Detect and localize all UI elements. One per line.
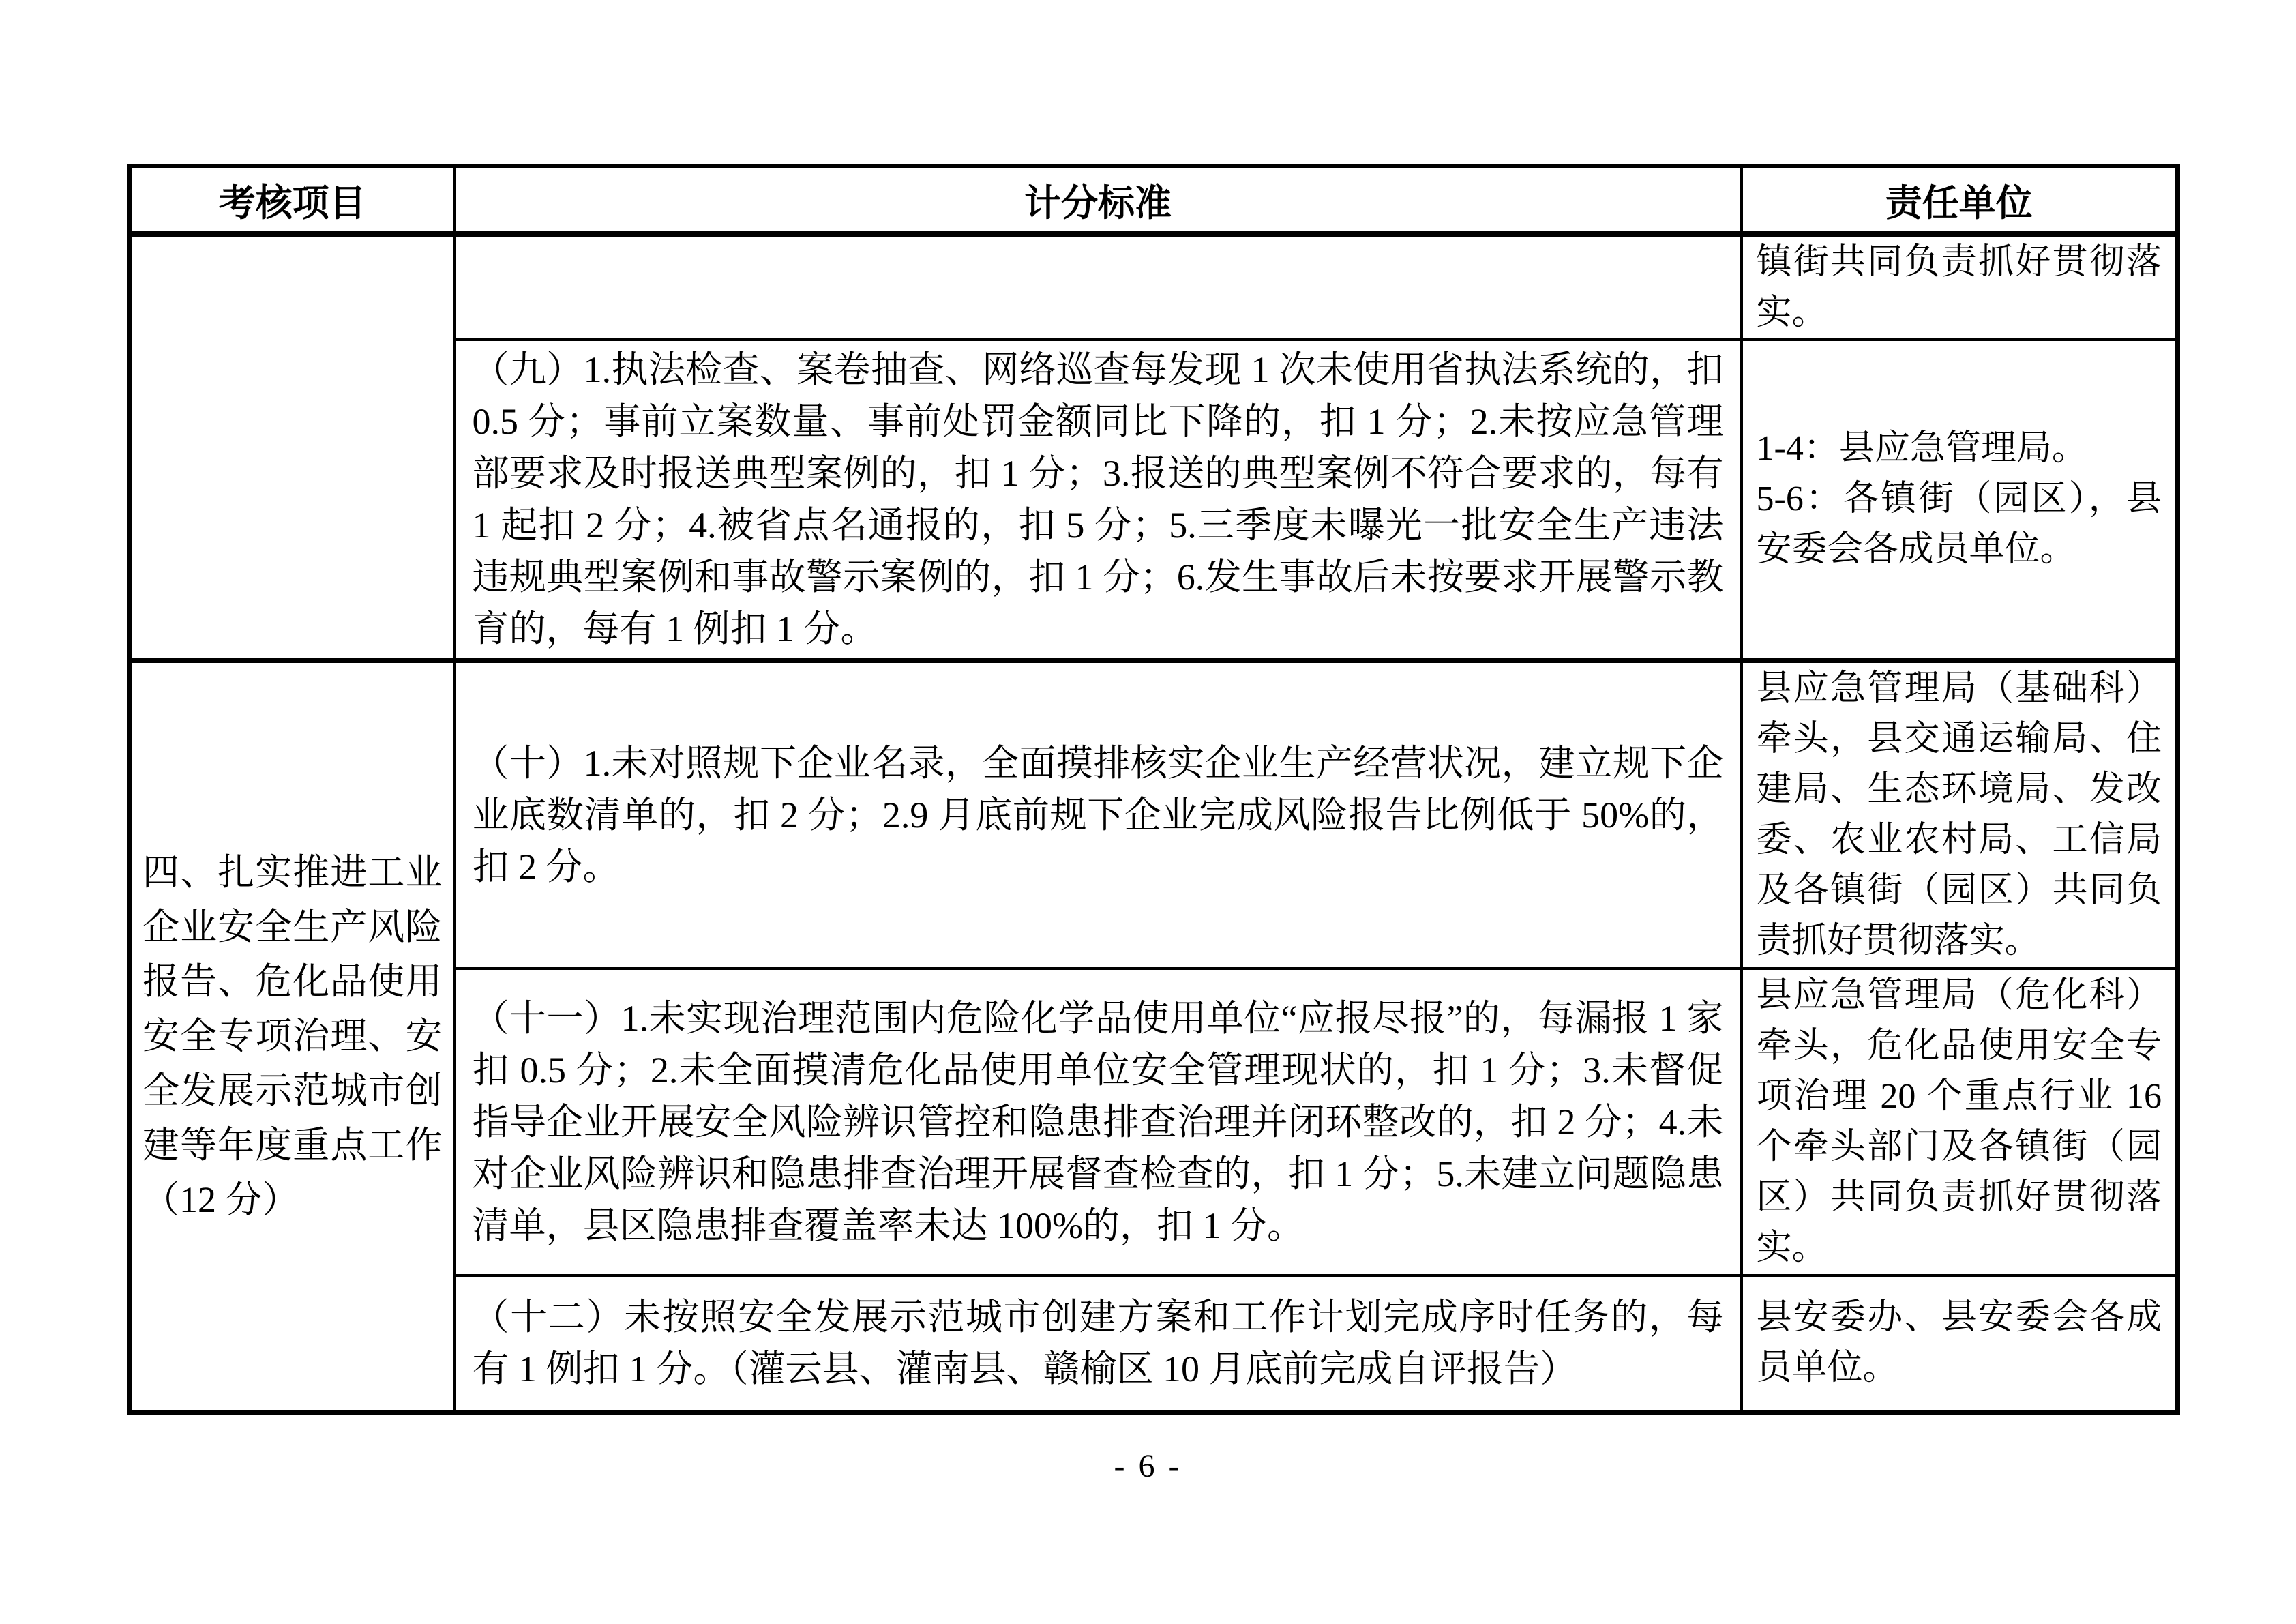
col-header-assessment-item: 考核项目	[130, 166, 455, 235]
unit-9-line-1: 1-4：县应急管理局。	[1756, 429, 2087, 468]
assessment-table	[127, 164, 2180, 1415]
cell-standard-10: （十）1.未对照规下企业名录，全面摸排核实企业生产经营状况，建立规下企业底数清单的，扣 2 分；2.9 月底前规下企业完成风险报告比例低于 50%的，扣 2 分。	[455, 660, 1742, 969]
table-row-10	[130, 660, 2178, 969]
cell-item-carryover-empty	[130, 235, 455, 661]
col-header-responsible-unit: 责任单位	[1742, 166, 2178, 235]
unit-9-line-2: 5-6：各镇街（园区），县安委会各成员单位。	[1756, 479, 2162, 569]
cell-standard-carryover-empty	[455, 235, 1742, 340]
col-header-scoring-standard: 计分标准	[455, 166, 1742, 235]
page-number: - 6 -	[1114, 1448, 1182, 1484]
cell-standard-11: （十一）1.未实现治理范围内危险化学品使用单位“应报尽报”的，每漏报 1 家扣 0.5 分；2.未全面摸清危化品使用单位安全管理现状的，扣 1 分；3.未督促指导企业开展安全风险辨识管控和隐患排查治理并闭环整改的，扣 2 分；4.未对企业风险辨识和隐患排查治理开展督查检查的，扣 1 分；5.未建立问题隐患清单，县区隐患排查覆盖率未达 100%的，扣 1 分。	[455, 969, 1742, 1275]
cell-unit-10: 县应急管理局（基础科）牵头，县交通运输局、住建局、生态环境局、发改委、农业农村局、工信局及各镇街（园区）共同负责抓好贯彻落实。	[1742, 660, 2178, 969]
table-row-carryover	[130, 235, 2178, 340]
cell-standard-12: （十二）未按照安全发展示范城市创建方案和工作计划完成序时任务的，每有 1 例扣 1 分。（灌云县、灌南县、赣榆区 10 月底前完成自评报告）	[455, 1275, 1742, 1412]
cell-unit-carryover: 镇街共同负责抓好贯彻落实。	[1742, 235, 2178, 340]
table-header-row	[130, 166, 2178, 235]
cell-unit-9	[1742, 340, 2178, 660]
cell-unit-11: 县应急管理局（危化科）牵头，危化品使用安全专项治理 20 个重点行业 16 个牵头部门及各镇街（园区）共同负责抓好贯彻落实。	[1742, 969, 2178, 1275]
cell-standard-9: （九）1.执法检查、案卷抽查、网络巡查每发现 1 次未使用省执法系统的，扣 0.5 分；事前立案数量、事前处罚金额同比下降的，扣 1 分；2.未按应急管理部要求及时报送典型案例的，扣 1 分；3.报送的典型案例不符合要求的，每有 1 起扣 2 分；4.被省点名通报的，扣 5 分；5.三季度未曝光一批安全生产违法违规典型案例和事故警示案例的，扣 1 分；6.发生事故后未按要求开展警示教育的，每有 1 例扣 1 分。	[455, 340, 1742, 660]
cell-item-section-4: 四、扎实推进工业企业安全生产风险报告、危化品使用安全专项治理、安全发展示范城市创建等年度重点工作（12 分）	[130, 660, 455, 1412]
cell-unit-12: 县安委办、县安委会各成员单位。	[1742, 1275, 2178, 1412]
